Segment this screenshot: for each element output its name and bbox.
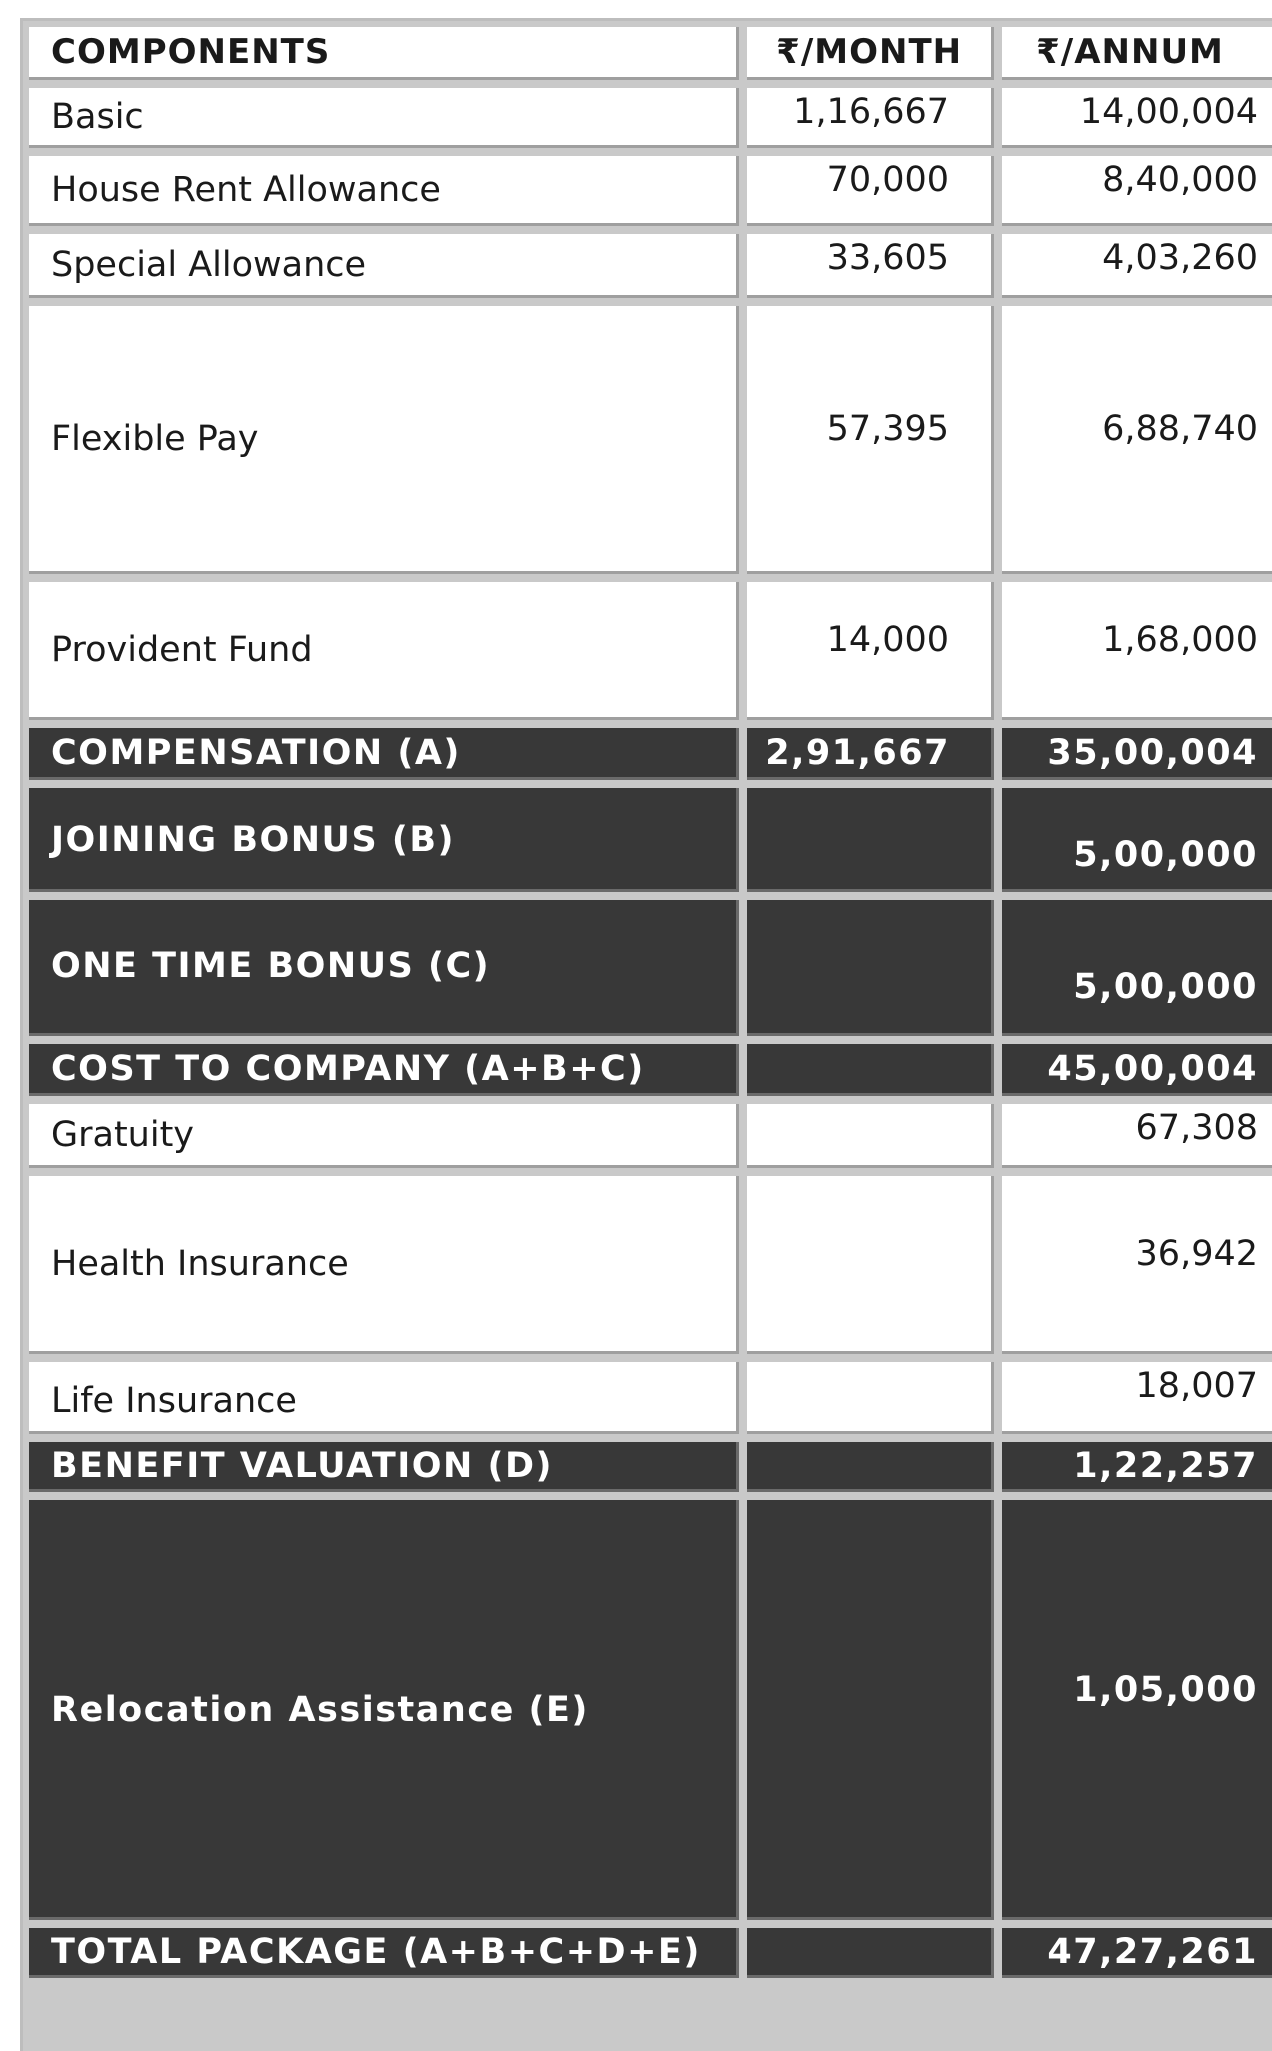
row-month-value (747, 1176, 994, 1354)
row-month-value: 2,91,667 (747, 728, 994, 780)
row-annum-value: 47,27,261 (1002, 1928, 1272, 1978)
row-label: Relocation Assistance (E) (29, 1500, 739, 1920)
table-row-health-insurance (29, 1176, 1272, 1354)
row-annum-value: 1,05,000 (1002, 1500, 1272, 1920)
row-annum-value: 67,308 (1002, 1104, 1272, 1168)
table-row-life-insurance (29, 1362, 1272, 1434)
row-month-value (747, 1104, 994, 1168)
row-label: COMPENSATION (A) (29, 728, 739, 780)
row-annum-value: 18,007 (1002, 1362, 1272, 1434)
row-annum-value: 1,22,257 (1002, 1442, 1272, 1492)
table-row-benefit-valuation (29, 1442, 1272, 1492)
header-components: COMPONENTS (29, 27, 739, 80)
table-row-joining-bonus (29, 788, 1272, 892)
table-row-provident-fund (29, 582, 1272, 720)
row-label: JOINING BONUS (B) (29, 788, 739, 892)
row-label: Life Insurance (29, 1362, 739, 1434)
row-month-value (747, 1362, 994, 1434)
row-month-value (747, 1044, 994, 1096)
compensation-table (21, 19, 1272, 1986)
table-row-basic (29, 88, 1272, 148)
row-label: Health Insurance (29, 1176, 739, 1354)
row-label: Special Allowance (29, 234, 739, 298)
table-header-row (29, 27, 1272, 80)
row-month-value (747, 1442, 994, 1492)
row-annum-value: 6,88,740 (1002, 306, 1272, 574)
row-month-value (747, 900, 994, 1036)
row-annum-value: 36,942 (1002, 1176, 1272, 1354)
row-month-value (747, 1500, 994, 1920)
row-annum-value: 14,00,004 (1002, 88, 1272, 148)
row-month-value: 57,395 (747, 306, 994, 574)
row-annum-value: 8,40,000 (1002, 156, 1272, 226)
row-label: Flexible Pay (29, 306, 739, 574)
table-row-cost-to-company (29, 1044, 1272, 1096)
table-row-hra (29, 156, 1272, 226)
table-row-gratuity (29, 1104, 1272, 1168)
table-row-special-allowance (29, 234, 1272, 298)
row-annum-value: 4,03,260 (1002, 234, 1272, 298)
row-annum-value: 1,68,000 (1002, 582, 1272, 720)
salary-table-container (20, 18, 1272, 2051)
row-label: Provident Fund (29, 582, 739, 720)
table-row-relocation-assistance (29, 1500, 1272, 1920)
row-label: House Rent Allowance (29, 156, 739, 226)
table-row-total-package (29, 1928, 1272, 1978)
row-month-value: 14,000 (747, 582, 994, 720)
row-annum-value: 45,00,004 (1002, 1044, 1272, 1096)
row-month-value: 1,16,667 (747, 88, 994, 148)
table-row-one-time-bonus (29, 900, 1272, 1036)
row-month-value: 70,000 (747, 156, 994, 226)
row-annum-value: 35,00,004 (1002, 728, 1272, 780)
header-per-month: ₹/MONTH (747, 27, 994, 80)
row-annum-value: 5,00,000 (1002, 788, 1272, 892)
row-month-value (747, 1928, 994, 1978)
table-row-compensation (29, 728, 1272, 780)
row-label: COST TO COMPANY (A+B+C) (29, 1044, 739, 1096)
header-per-annum: ₹/ANNUM (1002, 27, 1272, 80)
row-month-value (747, 788, 994, 892)
table-row-flexible-pay (29, 306, 1272, 574)
row-label: Basic (29, 88, 739, 148)
row-annum-value: 5,00,000 (1002, 900, 1272, 1036)
row-label: Gratuity (29, 1104, 739, 1168)
row-label: BENEFIT VALUATION (D) (29, 1442, 739, 1492)
row-month-value: 33,605 (747, 234, 994, 298)
row-label: ONE TIME BONUS (C) (29, 900, 739, 1036)
row-label: TOTAL PACKAGE (A+B+C+D+E) (29, 1928, 739, 1978)
